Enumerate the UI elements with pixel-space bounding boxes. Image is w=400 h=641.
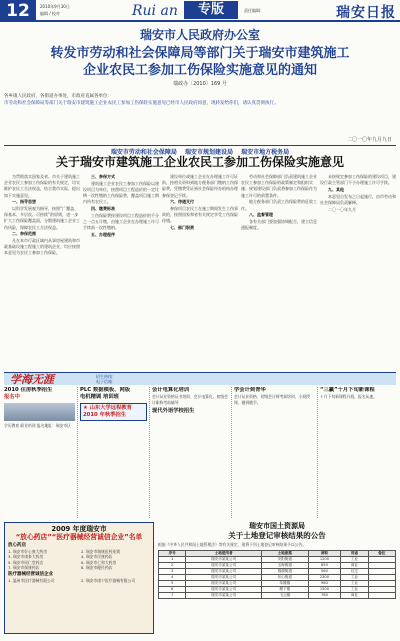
paragraph: 建筑施工企业农民工参加工伤保险以建设项目为单位，按照项目工程造价的一定比例一次性缴纳工伤保险费，覆盖项目施工期内所有农民工。 (83, 180, 159, 205)
article-body (4, 174, 396, 368)
issue-date: 2010年9月30日 (40, 4, 70, 9)
column-header: 备注 (368, 550, 395, 556)
table-cell: 2300 (308, 574, 341, 580)
issuing-departments: 瑞安市劳动和社会保障局 瑞安市规划建设局 瑞安市地方税务局 (110, 149, 290, 156)
ad-text: 会计从业资格、初级会计师考前培训，小班授课，随到随学。 (234, 394, 310, 405)
table-cell: 玉海街道 (261, 562, 308, 568)
list-item: 2. 瑞安市瑞康医药连锁 (81, 549, 121, 554)
article-column-3 (162, 174, 238, 368)
ad-column-5 (320, 387, 398, 518)
notice-intro (4, 93, 396, 107)
table-cell: 850 (308, 562, 341, 568)
paragraph: 各有关部门要加强协调配合，建立信息通报制度。 (241, 218, 317, 231)
table-cell: 锦湖街道 (261, 568, 308, 574)
honor-roll-category: 医疗器械经营诚信企业 (8, 571, 53, 577)
paragraph: 二〇一〇年九月 (328, 206, 356, 212)
ads-banner (4, 372, 396, 385)
ad-column-3 (152, 387, 232, 518)
table-cell: 商业 (341, 592, 368, 598)
paragraph: 为贯彻落实国家及省、市关于建筑施工企业农民工参加工伤保险的有关规定，切实维护农民工合法权益，结合我市实际，提出如下实施意见。 (4, 174, 80, 198)
section-heading: 五、办理程序 (91, 231, 115, 237)
paragraph: 劳动和社会保障部门负责建筑施工企业农民工参加工伤保险的政策制定和组织实施；规划建设部门负责将参加工伤保险作为施工许可的前置条件。 (241, 174, 317, 198)
table-cell: 5 (159, 580, 186, 586)
notice-title-line2: 转发市劳动和社会保障局等部门关于瑞安市建筑施工 (50, 46, 350, 61)
column-header: 土地座落 (261, 550, 308, 556)
ad-box (80, 403, 147, 421)
section-heading: 二、参保范围 (12, 231, 36, 237)
list-item: 7. 瑞安市保康药店 (8, 565, 40, 571)
table-cell: 东山街道 (261, 574, 308, 580)
list-item: 8. 瑞安市健民药店 (81, 565, 113, 571)
table-cell: 2 (159, 562, 186, 568)
table-cell: 工业 (341, 556, 368, 562)
list-item: 4. 瑞安市民康药店 (81, 554, 113, 560)
paragraph: 以科学发展观为指导，按照“广覆盖、保基本、多层次、可持续”的原则，进一步扩大工伤保险覆盖面，分散建筑施工企业工伤风险，保障农民工合法权益。 (4, 206, 80, 230)
list-item: 3. 瑞安市康泰大药房 (8, 554, 44, 560)
edit-line: 编辑 / 校对 (40, 11, 60, 16)
notice-body: 市劳动和社会保障局等部门关于瑞安市建筑施工企业农民工参加工伤保险实施意见已经市人民政府同意，现转发给你们，请认真贯彻执行。 (4, 101, 279, 106)
ad-column-2 (80, 387, 150, 518)
section-heading: 一、指导思想 (12, 199, 36, 205)
column-header: 土地使用者 (186, 550, 262, 556)
table-cell: 瑞安市某某公司 (186, 574, 262, 580)
table-cell: 瑞安市某某公司 (186, 562, 262, 568)
table-cell: 1500 (308, 586, 341, 592)
article-column-2 (83, 174, 159, 368)
ad-text: ★ 山东大学远程教育 2010 年秋季招生 (83, 405, 132, 418)
table-cell: 塘下镇 (261, 586, 308, 592)
ad-text: 十月下旬新课程开班，报名从速。 (320, 394, 377, 399)
newspaper-logo: 瑞安日报 (336, 5, 396, 21)
article-title: 关于瑞安市建筑施工企业农民工参加工伤保险实施意见 (55, 155, 344, 169)
ad-title: 学会计到青华 (234, 387, 266, 393)
land-notice-intro: 根据《中华人民共和国土地管理法》等有关规定，现将下列土地登记审核结果予以公告。 (158, 542, 307, 547)
table-cell: 飞云镇 (261, 592, 308, 598)
honor-roll-title: “放心药店”“医疗器械经营诚信企业”名单 (15, 533, 143, 541)
table-cell: 560 (308, 568, 341, 574)
ad-column-4 (234, 387, 318, 518)
column-header: 面积 (308, 550, 341, 556)
table-cell: 工业 (341, 580, 368, 586)
notice-date: 二〇一〇年九月九日 (346, 137, 392, 143)
section-heading: 七、部门职责 (170, 225, 194, 231)
section-heading: 四、缴费标准 (91, 206, 115, 212)
paragraph: 本意见自发布之日起施行，由市劳动和社会保障局负责解释。 (320, 193, 396, 205)
article-column-1 (4, 174, 80, 368)
honor-roll-list (8, 578, 150, 583)
notice-title-line3: 企业农民工参加工伤保险实施意见的通知 (82, 63, 317, 78)
document-number: 瑞政办〔2010〕169 号 (173, 81, 227, 87)
ad-text: 会计从业资格证书培训、会计电算化、初级会计职称考前辅导 (152, 394, 228, 405)
table-cell: 商业 (341, 562, 368, 568)
article-column-5 (320, 174, 396, 368)
paragraph: 工伤保险费按建设项目工程造价的千分之一点五计缴，由施工企业在办理施工许可手续前一次性缴纳。 (83, 212, 159, 231)
article-column-4 (241, 174, 317, 368)
table-cell: 安阳街道 (261, 556, 308, 562)
honor-roll-category: 放心药店 (8, 543, 26, 548)
honor-roll-year: 2009 年度瑞安市 (51, 525, 107, 533)
table-cell: 1200 (308, 556, 341, 562)
list-item: 5. 瑞安市同仁堂药店 (8, 559, 44, 565)
page-number: 12 (0, 0, 36, 22)
land-registry-table (158, 550, 396, 599)
table-cell: 工业 (341, 574, 368, 580)
table-cell: 瑞安市某某公司 (186, 556, 262, 562)
ad-title: PLC 数据模板、网版 (80, 387, 131, 393)
paragraph: 地方税务部门负责工伤保险费的征收工作。 (241, 199, 317, 211)
section-heading: 九、其他 (328, 186, 344, 192)
ads-tel: 招生热线： (96, 374, 116, 379)
list-item: 6. 瑞安市仁和大药房 (81, 559, 117, 565)
section-label: 专版 (184, 1, 238, 19)
list-item: 1. 瑞安市好心康大药房 (8, 549, 48, 554)
table-cell: 瑞安市某某公司 (186, 568, 262, 574)
column-header: 序号 (159, 550, 186, 556)
table-cell: 1 (159, 556, 186, 562)
land-notice-title: 关于土地登记审核结果的公告 (228, 531, 326, 540)
table-cell: 莘塍镇 (261, 580, 308, 586)
table-cell: 7 (159, 592, 186, 598)
honor-roll-list (8, 549, 150, 571)
ad-subtitle: 电机精调 培训班 (80, 394, 119, 400)
masthead (0, 0, 400, 22)
table-cell: 瑞安市某某公司 (186, 586, 262, 592)
divider (4, 145, 396, 146)
paragraph: 未按规定参加工伤保险的建设项目，建设行政主管部门不予办理施工许可手续。 (320, 174, 396, 186)
table-cell: 瑞安市某某公司 (186, 592, 262, 598)
table-cell (368, 592, 395, 598)
land-notice-issuer: 瑞安市国土资源局 (249, 522, 305, 530)
ad-photo (4, 403, 75, 421)
notice-addressees: 各乡镇人民政府，各街道办事处，市政府直属各单位： (4, 94, 112, 99)
ad-column-1 (4, 387, 78, 518)
ruian-wordmark: Rui an (132, 3, 178, 19)
ad-title: 2010 住房秋季招生 (4, 387, 53, 393)
column-header: 用途 (341, 550, 368, 556)
ad-title: 会计电算化培训 (152, 387, 190, 393)
ads-email: 电子信箱： (96, 379, 116, 384)
table-row (159, 592, 396, 598)
advertisement-section (4, 372, 396, 634)
table-cell: 工业 (341, 586, 368, 592)
table-cell: 3 (159, 568, 186, 574)
ad-subtitle: 报名中 (4, 394, 20, 400)
ads-banner-title: 学海无涯 (10, 373, 54, 386)
section-heading: 八、监督管理 (249, 212, 273, 218)
ad-title: “三赢”十月下旬新课程 (320, 387, 375, 393)
paragraph: 参保项目农民工在施工期间发生工伤事故的，按照国家和省有关规定享受工伤保险待遇。 (162, 206, 238, 224)
table-cell: 住宅 (341, 568, 368, 574)
ads-grid (4, 387, 396, 518)
section-heading: 三、参保方式 (91, 174, 115, 179)
honor-roll (4, 522, 154, 634)
ad-subtitle: 现代外语学校招生 (152, 408, 195, 415)
section-heading: 六、待遇支付 (170, 199, 194, 205)
table-cell: 760 (308, 592, 341, 598)
table-cell: 980 (308, 580, 341, 586)
table-cell: 6 (159, 586, 186, 592)
list-item: 2. 瑞安市康宁医疗器械有限公司 (81, 577, 136, 583)
table-cell: 4 (159, 574, 186, 580)
ad-text: 学历教育 职业培训 报名地址：瑞安市区 (4, 423, 71, 428)
list-item: 1. 温州市医疗器械有限公司 (8, 577, 55, 583)
responsible-editor: 责任编辑： (244, 8, 264, 13)
paragraph: 建设单位或施工企业在办理施工许可证前，持相关资料到地方税务部门缴纳工伤保险费，凭缴费凭证到社会保险经办机构办理参保登记手续。 (162, 174, 238, 198)
paragraph: 凡在本市行政区域内从事房屋建筑和市政基础设施工程施工的建筑企业，均应按照本意见为农民工参加工伤保险。 (4, 238, 80, 256)
table-cell: 瑞安市某某公司 (186, 580, 262, 586)
notice-title-line1: 瑞安市人民政府办公室 (139, 28, 260, 42)
land-registry-notice (158, 522, 396, 634)
land-table-body (159, 556, 396, 598)
